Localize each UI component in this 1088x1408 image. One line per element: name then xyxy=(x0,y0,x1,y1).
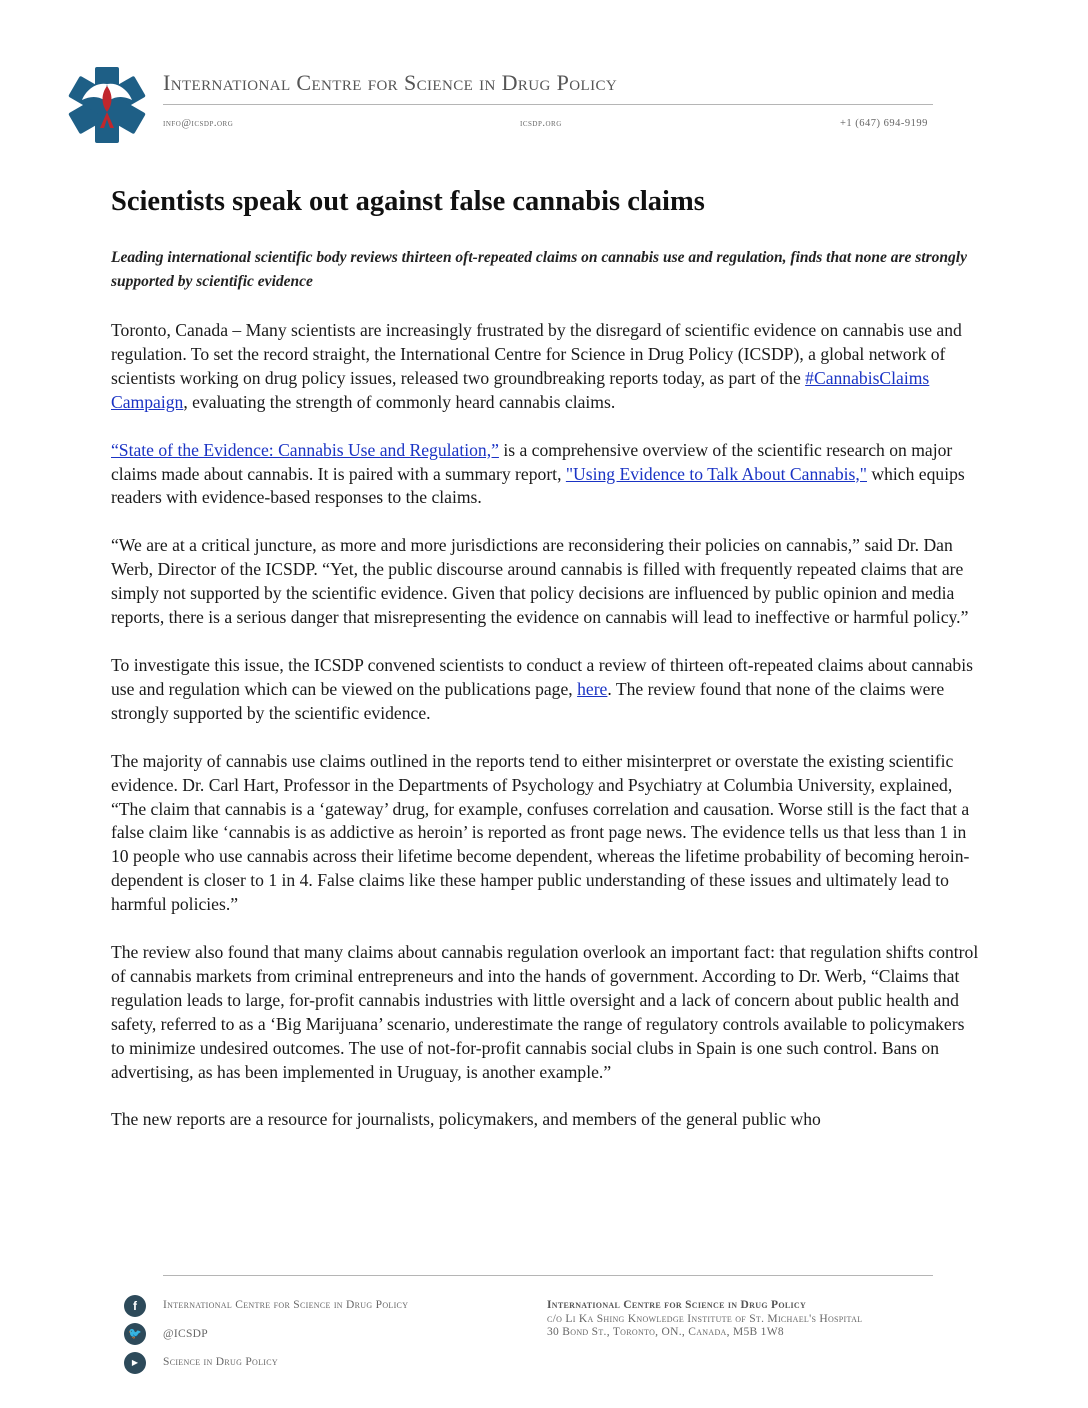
youtube-icon[interactable]: ▶ xyxy=(124,1352,146,1374)
address-org-name: International Centre for Science in Drug Policy xyxy=(547,1299,807,1311)
paragraph-6: The review also found that many claims about cannabis regulation overlook an important fact: that regulation shifts control of cannabis markets from criminal entrepreneurs and into the hands of government. According to Dr. Werb, “Claims that regulation leads to large, for-profit cannabis industries with little oversight and a lack of concern about public health and safety, referred to as a ‘Big Marijuana’ scenario, underestimate the range of regulatory controls available to policymakers to minimize undesired outcomes. The use of not-for-profit cannabis social clubs in Spain is one such control. Bans on advertising, as has been implemented in Uruguay, is another example.” xyxy=(111,942,979,1082)
header-phone[interactable]: +1 (647) 694-9199 xyxy=(840,118,928,129)
paragraph-1: Toronto, Canada – Many scientists are increasingly frustrated by the disregard of scientific evidence on cannabis use and regulation. To set the record straight, the International Centre for Science in Drug Policy (ICSDP), a global network of scientists working on drug policy issues, released two groundbreaking reports today, as part of the #CannabisClaims Campaign, evaluating the strength of commonly heard cannabis claims. xyxy=(111,320,962,412)
state-of-evidence-link[interactable]: “State of the Evidence: Cannabis Use and Regulation,” xyxy=(111,439,499,460)
facebook-icon[interactable]: f xyxy=(124,1295,146,1317)
publications-here-link[interactable]: here xyxy=(577,678,608,699)
paragraph-3: “We are at a critical juncture, as more and more jurisdictions are reconsidering their policies on cannabis,” said Dr. Dan Werb, Director of the ICSDP. “Yet, the public discourse around cannabis is filled with frequently repeated claims that are simply not supported by the scientific evidence. Given that policy decisions are influenced by public opinion and media reports, there is a serious danger that misrepresenting the evidence on cannabis will lead to ineffective or harmful policy.” xyxy=(111,535,969,628)
using-evidence-link[interactable]: "Using Evidence to Talk About Cannabis," xyxy=(565,463,867,484)
paragraph-7: The new reports are a resource for journalists, policymakers, and members of the general public who xyxy=(111,1109,821,1130)
twitter-icon[interactable]: 🐦 xyxy=(124,1323,146,1345)
address-line-1: c/o Li Ka Shing Knowledge Institute of St. Michael's Hospital xyxy=(547,1312,863,1325)
address-line-2: 30 Bond St., Toronto, ON., Canada, M5B 1W8 xyxy=(547,1326,784,1338)
facebook-label[interactable]: International Centre for Science in Drug Policy xyxy=(163,1299,409,1311)
paragraph-5: The majority of cannabis use claims outlined in the reports tend to either misinterpret or overstate the existing scientific evidence. Dr. Carl Hart, Professor in the Departments of Psychology and Psychiatry at Columbia University, explained, “The claim that cannabis is a ‘gateway’ drug, for example, confuses correlation and causation. Worse still is the fact that a false claim like ‘cannabis is as addictive as heroin’ is reported as front page news. The evidence tells us that less than 1 in 10 people who use cannabis across their lifetime become dependent, whereas the lifetime probability of becoming heroin-dependent is closer to 1 in 4. False claims like these hamper public understanding of these issues and ultimately lead to harmful policies.” xyxy=(111,750,970,915)
subheadline: Leading international scientific body reviews thirteen oft-repeated claims on cannabis use and regulation, finds that none are strongly supported by scientific evidence xyxy=(111,249,967,290)
paragraph-2: “State of the Evidence: Cannabis Use and Regulation,” is a comprehensive overview of the scientific research on major claims made about cannabis. It is paired with a summary report, "Using Evidence to Talk About Cannabis," which equips readers with evidence-based responses to the claims. xyxy=(111,439,965,508)
header-email[interactable]: info@icsdp.org xyxy=(163,118,234,129)
icsdp-logo[interactable] xyxy=(66,64,148,146)
org-title: International Centre for Science in Drug Policy xyxy=(163,70,618,95)
mailing-address xyxy=(547,1299,862,1340)
headline: Scientists speak out against false cannabis claims xyxy=(111,186,705,217)
header-website[interactable]: icsdp.org xyxy=(520,118,562,129)
paragraph-4: To investigate this issue, the ICSDP convened scientists to conduct a review of thirteen oft-repeated claims about cannabis use and regulation which can be viewed on the publications page, here. The review found that none of the claims were strongly supported by the scientific evidence. xyxy=(111,654,973,723)
cannabis-claims-campaign-link[interactable]: #CannabisClaims Campaign xyxy=(111,367,930,412)
article-body xyxy=(111,319,979,1156)
footer-divider xyxy=(163,1275,933,1276)
header-divider xyxy=(163,104,933,105)
twitter-label[interactable]: @ICSDP xyxy=(163,1328,208,1340)
youtube-label[interactable]: Science in Drug Policy xyxy=(163,1356,278,1368)
